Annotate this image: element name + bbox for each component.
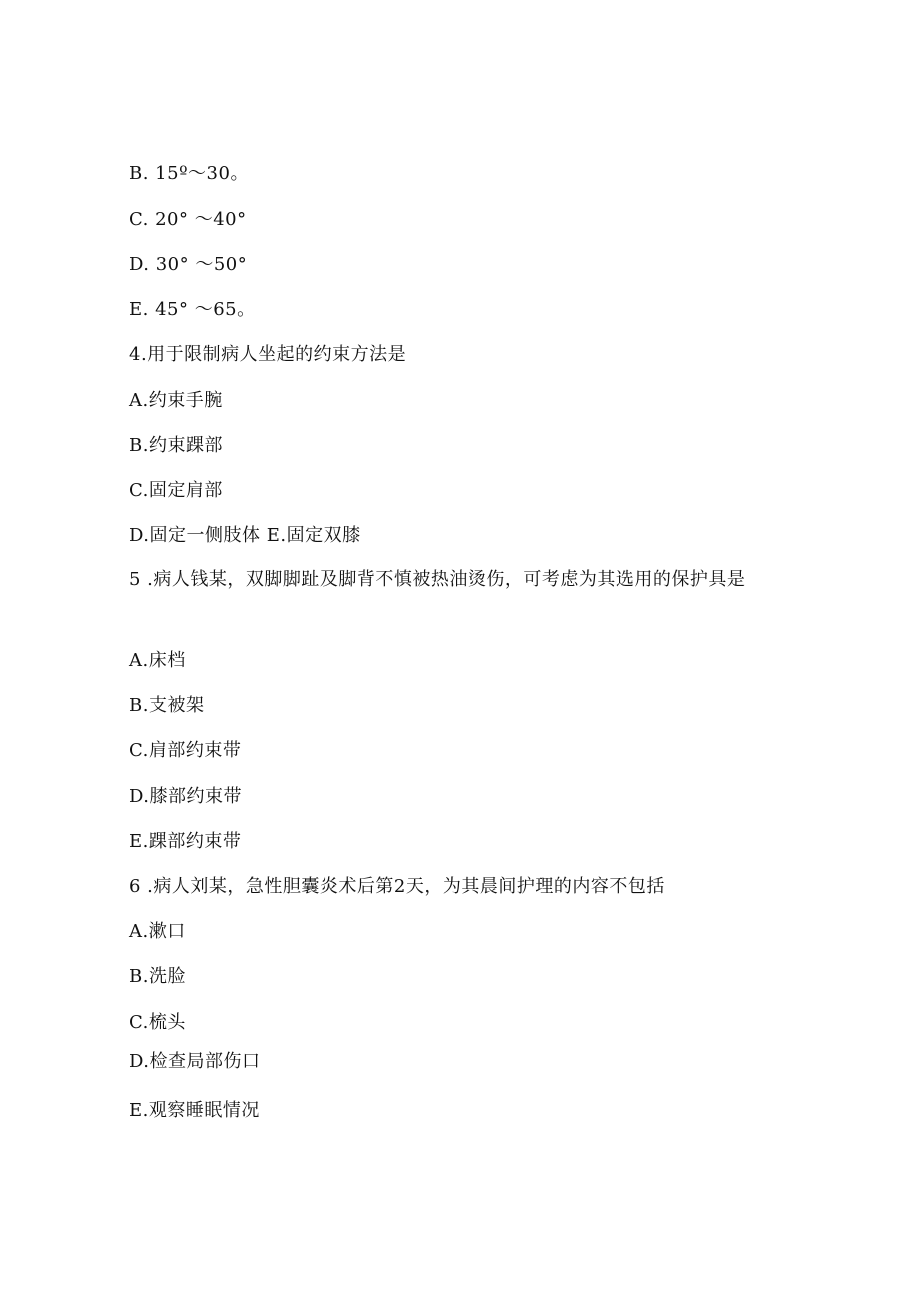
q5-option-b: B.支被架 [129, 695, 205, 716]
q6-option-c: C.梳头 [129, 1012, 186, 1033]
q4-question: 4.用于限制病人坐起的约束方法是 [129, 344, 407, 365]
q3-option-b: B. 15º～30。 [129, 163, 249, 184]
q4-option-c: C.固定肩部 [129, 480, 223, 501]
q5-option-c: C.肩部约束带 [129, 740, 242, 761]
q5-option-d: D.膝部约束带 [129, 786, 243, 807]
q5-question: 5 .病人钱某，双脚脚趾及脚背不慎被热油烫伤，可考虑为其选用的保护具是 [129, 569, 746, 590]
q6-option-a: A.漱口 [129, 921, 186, 942]
q4-option-d-e: D.固定一侧肢体 E.固定双膝 [129, 525, 361, 546]
q5-option-e: E.踝部约束带 [129, 831, 242, 852]
q3-option-d: D. 30° ～50° [129, 254, 248, 275]
q4-option-a: A.约束手腕 [129, 390, 223, 411]
q3-option-c: C. 20° ～40° [129, 209, 247, 230]
q4-option-b: B.约束踝部 [129, 435, 223, 456]
q6-option-b: B.洗脸 [129, 966, 186, 987]
q6-question: 6 .病人刘某，急性胆囊炎术后第2天，为其晨间护理的内容不包括 [129, 876, 665, 897]
q3-option-e: E. 45° ～65。 [129, 299, 256, 320]
q5-option-a: A.床档 [129, 650, 186, 671]
q6-option-d: D.检查局部伤口 [129, 1051, 261, 1072]
q6-option-e: E.观察睡眠情况 [129, 1100, 260, 1121]
